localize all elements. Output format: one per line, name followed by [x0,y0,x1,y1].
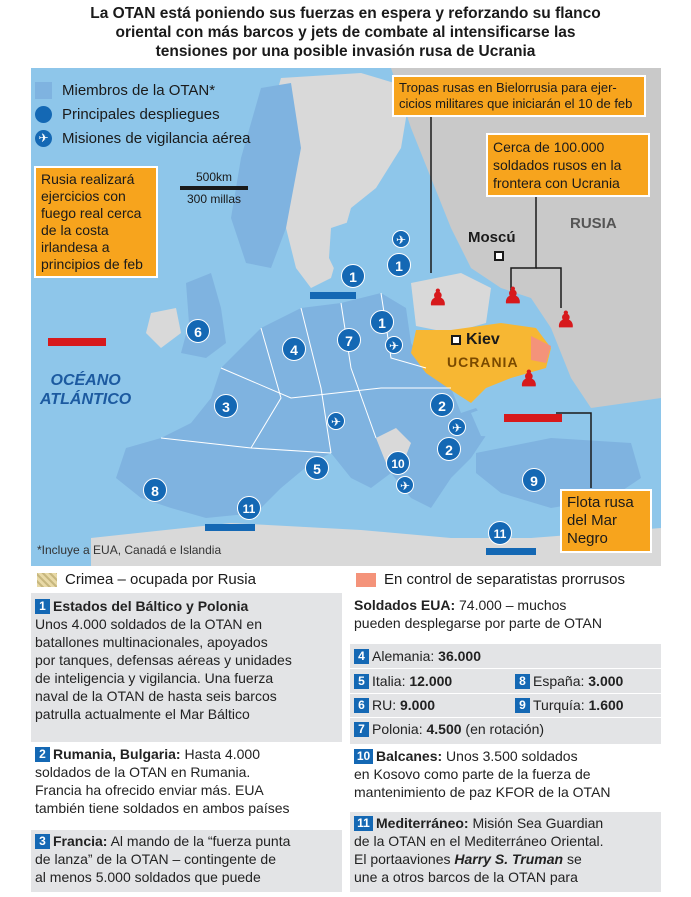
deployment-pin: 7 [337,328,361,352]
moscow-marker [494,251,504,261]
section-baltic-poland: 1 Estados del Báltico y Polonia Unos 4.000 soldados de la OTAN en batallones multinacionales, apoyados por tanques, defensas aéreas y unidades de inteligencia y vigilancia. Una fuerza naval de la OTAN de hasta seis barcos patrulla actualmente el Mar Báltico [31,593,342,742]
plane-icon: ✈ [35,130,52,147]
map-legend [35,78,250,150]
air-mission-icon: ✈ [396,476,414,494]
page-title: La OTAN está poniendo sus fuerzas en espera y reforzando su flanco oriental con más barcos y jets de combate al intensificarse las tensiones por una posible invasión rusa de Ucrania [90,5,601,60]
row-germany: 4 Alemania: 36.000 [354,647,481,665]
ocean-label: OCÉANO ATLÁNTICO [40,372,132,408]
section-number: 3 [35,834,50,849]
deployment-pin: 4 [282,337,306,361]
legend-air-missions: ✈ Misiones de vigilancia aérea [35,126,250,150]
divider [350,668,661,669]
deployment-pin: 8 [143,478,167,502]
air-mission-icon: ✈ [327,412,345,430]
ship-icon [504,414,562,422]
scale-bar [180,186,248,190]
section-number: 1 [35,599,50,614]
deployment-pin: 6 [186,319,210,343]
callout-ireland: Rusia realizará ejercicios con fuego real cerca de la costa irlandesa a principios de feb [34,166,158,278]
legend-members: Miembros de la OTAN* [35,78,250,102]
deployment-pin: 11 [237,496,261,520]
row-poland: 7 Polonia: 4.500 (en rotación) [354,720,544,738]
row-turkey: 9 Turquía: 1.600 [515,696,624,714]
deployment-pin: 1 [370,310,394,334]
row-italy: 5 Italia: 12.000 [354,672,452,690]
kiev-marker [451,335,461,345]
callout-black-sea: Flota rusa del Mar Negro [560,489,652,553]
deployment-pin: 9 [522,468,546,492]
deployment-pin: 2 [430,393,454,417]
separatist-swatch [356,573,376,587]
air-mission-icon: ✈ [448,418,466,436]
country-troops-table [350,644,661,744]
section-balkans: 10 Balcanes: Unos 3.500 soldados en Kosovo como parte de la fuerza de mantenimiento de paz KFOR de la OTAN [354,748,611,800]
ship-icon [486,548,536,555]
callout-border: Cerca de 100.000 soldados rusos en la frontera con Ucrania [486,133,650,197]
troops-icon: ♟ [519,366,539,391]
nato-swatch [35,82,52,99]
troops-icon: ♟ [503,283,523,308]
section-france: 3 Francia: Al mando de la “fuerza punta de lanza” de la OTAN – contingente de al menos 5.000 soldados que puede [31,830,342,892]
callout-belarus: Tropas rusas en Bielorrusia para ejer- cicios militares que iniciarán el 10 de feb [392,75,646,117]
legend-crimea: Crimea – ocupada por Rusia [37,571,256,588]
deployment-pin: 3 [214,394,238,418]
air-mission-icon: ✈ [392,230,410,248]
legend-separatists: En control de separatistas prorrusos [356,571,625,588]
divider [350,717,661,718]
deployment-pin: 1 [341,264,365,288]
row-spain: 8 España: 3.000 [515,672,623,690]
crimea-swatch [37,573,57,587]
deployment-pin: 11 [488,521,512,545]
map-scale: 500km 300 millas [180,170,248,206]
section-number: 2 [35,747,50,762]
section-romania-bulgaria: 2 Rumania, Bulgaria: Hasta 4.000 soldados de la OTAN en Rumania. Francia ha ofrecido enviar más. EUA también tiene soldados en ambos países [35,746,290,816]
deployment-dot-icon [35,106,52,123]
row-uk: 6 RU: 9.000 [354,696,435,714]
kiev-label: Kiev [466,331,500,348]
section-mediterranean: 11 Mediterráneo: Misión Sea Guardian de la OTAN en el Mediterráneo Oriental. El portaaviones Harry S. Truman se une a otros barcos de la OTAN para [350,812,661,892]
ukraine-label: UCRANIA [447,354,519,370]
ship-icon [205,524,255,531]
divider [350,693,661,694]
troops-icon: ♟ [428,285,448,310]
russia-label: RUSIA [570,215,617,232]
troops-icon: ♟ [556,307,576,332]
moscow-label: Moscú [468,229,516,246]
ship-icon [48,338,106,346]
section-us-troops: Soldados EUA: 74.000 – muchos pueden desplegarse por parte de OTAN [354,597,603,631]
ship-icon [310,292,356,299]
air-mission-icon: ✈ [385,336,403,354]
deployment-pin: 5 [305,456,329,480]
belarus-land [411,273,491,333]
deployment-pin: 2 [437,437,461,461]
footnote: *Incluye a EUA, Canadá e Islandia [37,543,222,557]
deployment-pin: 1 [387,253,411,277]
deployment-pin: 10 [386,451,410,475]
legend-deployments: Principales despliegues [35,102,250,126]
